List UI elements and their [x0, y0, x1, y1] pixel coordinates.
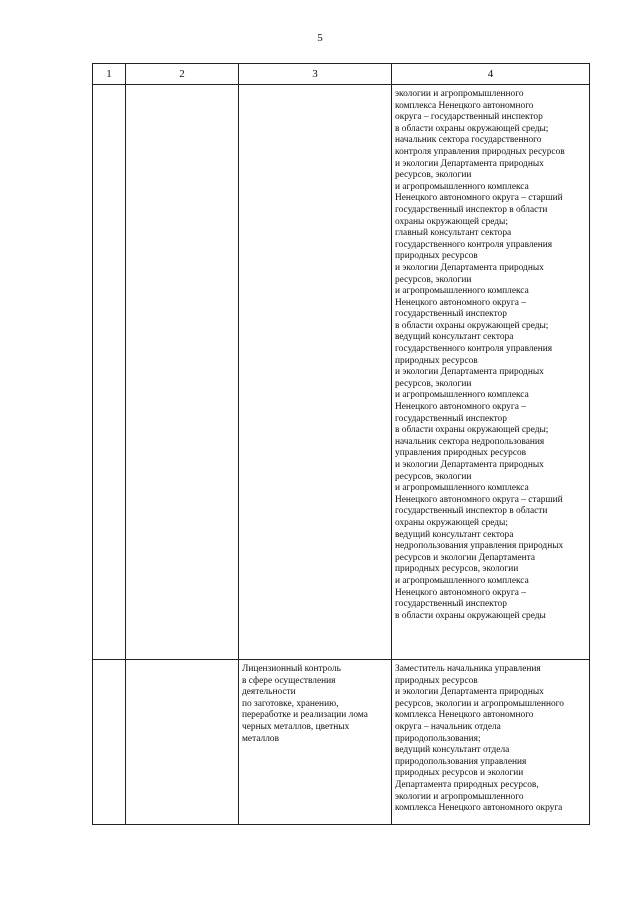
- table-cell-col4: [392, 660, 590, 825]
- cell-text: [126, 660, 238, 667]
- column-header-1: 1: [93, 64, 126, 85]
- column-header-2: 2: [126, 64, 239, 85]
- cell-text: [239, 85, 391, 92]
- table-cell-col1: [93, 85, 126, 660]
- table-row: [93, 85, 590, 660]
- table-cell-col4: [392, 85, 590, 660]
- cell-text: [126, 85, 238, 92]
- officials-list: Заместитель начальника управления природных ресурсов и экологии Департамента природных ресурсов, экологии и агропромышленного комплекса Ненецкого автономного округа – начальник отдела природопользования; ведущий консультант отдела природопользования управления природных ресурсов и экологии Департамента природных ресурсов, экологии и агропромышленного комплекса Ненецкого автономного округа: [395, 664, 564, 814]
- control-type: Лицензионный контроль в сфере осуществления деятельности по заготовке, хранению, переработке и реализации лома черных металлов, цветных металлов: [242, 664, 368, 744]
- officials-list: экологии и агропромышленного комплекса Ненецкого автономного округа – государственный инспектор в области охраны окружающей среды; начальник сектора государственного контроля управления природных ресурсов и экологии Департамента природных ресурсов, экологии и агропромышленного комплекса Ненецкого автономного округа – старший государственный инспектор в области охраны окружающей среды; главный консультант сектора государственного контроля управления природных ресурсов и экологии Департамента природных ресурсов, экологии и агропромышленного комплекса Ненецкого автономного округа – государственный инспектор в области охраны окружающей среды; ведущий консультант сектора государственного контроля управления природных ресурсов и экологии Департамента природных ресурсов, экологии и агропромышленного комплекса Ненецкого автономного округа – государственный инспектор в области охраны окружающей среды; начальник сектора недропользования управления природных ресурсов и экологии Департамента природных ресурсов, экологии и агропромышленного комплекса Ненецкого автономного округа – старший государственный инспектор в области охраны окружающей среды; ведущий консультант сектора недропользования управления природных ресурсов и экологии Департамента природных ресурсов, экологии и агропромышленного комплекса Ненецкого автономного округа – государственный инспектор в области охраны окружающей среды: [395, 89, 565, 621]
- table-cell-col2: [126, 660, 239, 825]
- table-cell-col3: [239, 85, 392, 660]
- table-header-row: [93, 64, 590, 85]
- cell-text: [93, 660, 125, 667]
- table-row: [93, 660, 590, 825]
- column-header-3: 3: [239, 64, 392, 85]
- cell-text: [93, 85, 125, 92]
- table-cell-col1: [93, 660, 126, 825]
- column-header-4: 4: [392, 64, 590, 85]
- table-cell-col2: [126, 85, 239, 660]
- page-number: 5: [317, 32, 323, 44]
- document-table: [92, 63, 590, 825]
- table-cell-col3: [239, 660, 392, 825]
